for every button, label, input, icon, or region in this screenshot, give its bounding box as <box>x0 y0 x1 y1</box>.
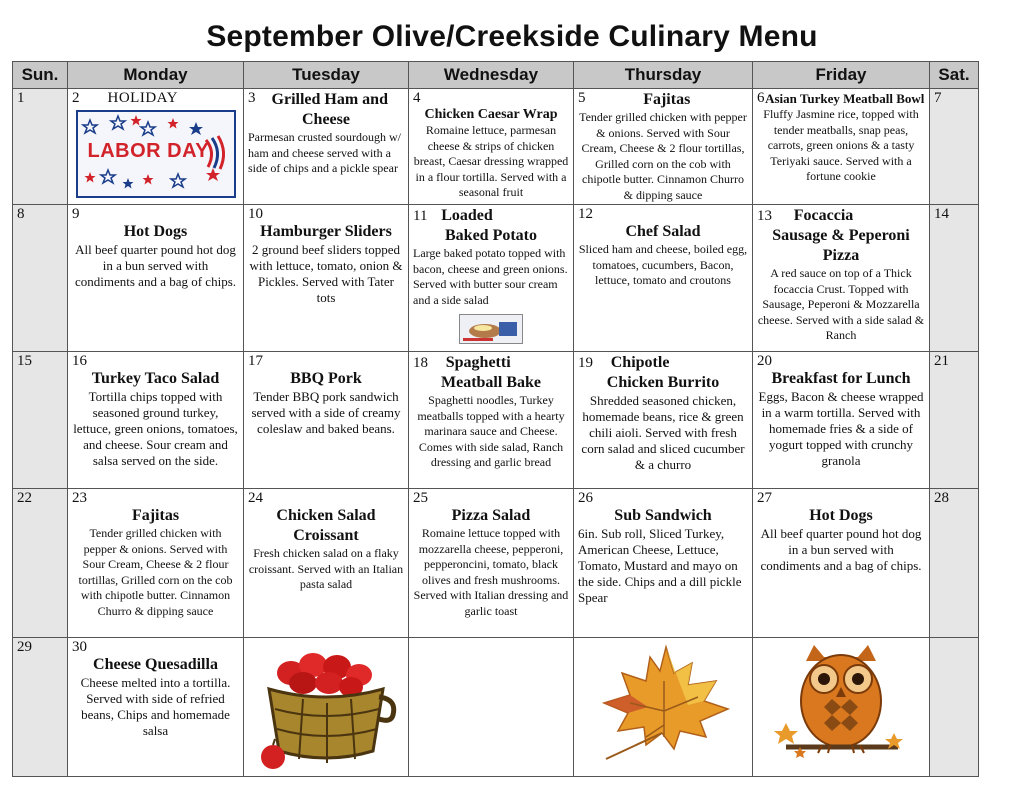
date-number: 13 Focaccia <box>757 207 854 224</box>
day-cell-sat <box>930 638 979 777</box>
menu-item-title: Fajitas <box>131 507 180 524</box>
menu-item-description: Parmesan crusted sourdough w/ ham and cheese served with a side of chips and a pickle spear <box>248 130 401 175</box>
holiday-label: HOLIDAY <box>107 90 178 106</box>
header-thursday: Thursday <box>574 62 753 89</box>
date-number: 8 <box>17 206 25 222</box>
day-cell-tue <box>244 489 409 638</box>
week-row <box>13 489 979 638</box>
day-cell-thu <box>574 205 753 352</box>
date-number: 9 <box>72 206 80 222</box>
menu-calendar <box>12 61 979 777</box>
day-cell-thu <box>574 89 753 205</box>
date-number: 23 <box>72 490 87 506</box>
date-number: 26 <box>578 490 593 506</box>
day-cell-tue <box>244 638 409 777</box>
menu-item-title: Baked Potato <box>445 227 537 244</box>
day-cell-fri <box>753 638 930 777</box>
menu-item-description: Cheese melted into a tortilla. Served with side of refried beans, Chips and homemade salsa <box>80 675 231 738</box>
date-number: 29 <box>17 639 32 655</box>
date-number: 11 Loaded <box>413 207 493 224</box>
date-number: 6 <box>757 90 765 106</box>
day-cell-mon <box>68 352 244 489</box>
menu-item-description: Spaghetti noodles, Turkey meatballs topped with a hearty marinara sauce and Cheese. Comes with side salad, Ranch dressing and garlic bread <box>417 393 565 469</box>
labor-day-text: LABOR DAY <box>87 140 210 162</box>
menu-item-title: Grilled Ham and Cheese <box>271 91 388 128</box>
header-friday: Friday <box>753 62 930 89</box>
date-number: 4 <box>413 90 421 106</box>
week-row <box>13 352 979 489</box>
date-number: 16 <box>72 353 87 369</box>
menu-item-description: Fluffy Jasmine rice, topped with tender meatballs, snap peas, carrots, green onions & a tasty Teriyaki sauce. Served with a fortune cookie <box>763 107 919 183</box>
menu-item-title: Sub Sandwich <box>614 507 712 524</box>
day-cell-wed <box>409 638 574 777</box>
menu-item-title: Sausage & Peperoni Pizza <box>772 227 910 264</box>
day-cell-sat <box>930 352 979 489</box>
date-number: 30 <box>72 639 87 655</box>
day-cell-sun <box>13 205 68 352</box>
date-number: 24 <box>248 490 263 506</box>
date-number: 25 <box>413 490 428 506</box>
header-sat: Sat. <box>930 62 979 89</box>
week-row <box>13 205 979 352</box>
date-number: 21 <box>934 353 949 369</box>
baked-potato-image <box>459 314 523 344</box>
menu-item-description: All beef quarter pound hot dog in a bun served with condiments and a bag of chips. <box>74 242 236 289</box>
day-cell-fri <box>753 89 930 205</box>
labor-day-image <box>76 110 236 198</box>
menu-item-title: Hot Dogs <box>809 507 873 524</box>
day-cell-wed <box>409 352 574 489</box>
menu-item-title: Chicken Salad Croissant <box>276 507 376 544</box>
menu-item-title-line1: Spaghetti <box>445 354 511 371</box>
day-cell-sun <box>13 489 68 638</box>
menu-item-description: Romaine lettuce, parmesan cheese & strips of chicken breast, Caesar dressing wrapped in a flour tortilla. Served with a seasonal fruit <box>413 123 569 199</box>
menu-item-title: Meatball Bake <box>441 374 541 391</box>
owl-icon <box>766 641 916 765</box>
date-number: 12 <box>578 206 593 222</box>
day-cell-sun <box>13 89 68 205</box>
menu-item-title: Chicken Caesar Wrap <box>424 107 558 122</box>
menu-item-title: BBQ Pork <box>290 370 362 387</box>
date-number: 14 <box>934 206 949 222</box>
page-title: September Olive/Creekside Culinary Menu <box>206 20 818 53</box>
menu-item-title: Hot Dogs <box>123 223 188 240</box>
day-cell-sat <box>930 89 979 205</box>
menu-item-title-line1: Chipotle <box>610 354 670 371</box>
week-row <box>13 89 979 205</box>
menu-item-title: Pizza Salad <box>451 507 531 524</box>
menu-item-description: Tender grilled chicken with pepper & onions. Served with Sour Cream, Cheese & 2 flour tortillas, Grilled corn on the cob with chipotle butter. Cinnamon Churro & dipping sauce <box>579 110 747 202</box>
menu-item-title: Fajitas <box>643 91 691 108</box>
day-cell-thu <box>574 352 753 489</box>
date-number: 2 HOLIDAY <box>72 90 178 106</box>
day-cell-mon <box>68 489 244 638</box>
day-cell-wed <box>409 489 574 638</box>
menu-item-description: 6in. Sub roll, Sliced Turkey, American Cheese, Lettuce, Tomato, Mustard and mayo on the side. Chips and a dill pickle Spear <box>578 526 742 605</box>
menu-item-title: Hamburger Sliders <box>260 223 392 240</box>
date-number: 1 <box>17 90 25 106</box>
date-number: 28 <box>934 490 949 506</box>
menu-item-description: A red sauce on top of a Thick focaccia Crust. Topped with Sausage, Peperoni & Mozzarella cheese. Served with a side salad & Ranch <box>757 266 925 342</box>
weekday-header-row <box>13 62 979 89</box>
apple-basket-icon <box>251 643 401 773</box>
day-cell-mon <box>68 89 244 205</box>
menu-item-description: Tender grilled chicken with pepper & onions. Served with Sour Cream, Cheese & 2 flour tortillas, Grilled corn on the cob with chipotle butter. Cinnamon Churro & dipping sauce <box>78 526 233 618</box>
menu-item-title-line1: Loaded <box>441 207 493 224</box>
menu-item-description: Tender BBQ pork sandwich served with a side of creamy coleslaw and baked beans. <box>251 389 401 436</box>
day-cell-tue <box>244 89 409 205</box>
day-cell-sat <box>930 205 979 352</box>
header-sun: Sun. <box>13 62 68 89</box>
day-cell-tue <box>244 205 409 352</box>
date-number: 27 <box>757 490 772 506</box>
date-number: 20 <box>757 353 772 369</box>
header-wednesday: Wednesday <box>409 62 574 89</box>
menu-item-description: Large baked potato topped with bacon, cheese and green onions. Served with butter sour cream and a side salad <box>413 246 568 307</box>
menu-item-title-line1: Focaccia <box>793 207 854 224</box>
day-cell-tue <box>244 352 409 489</box>
day-cell-wed <box>409 89 574 205</box>
day-cell-thu <box>574 489 753 638</box>
date-number: 7 <box>934 90 942 106</box>
menu-item-description: Shredded seasoned chicken, homemade beans, rice & green chili aioli. Served with fresh corn salad and sliced cucumber & a churro <box>581 393 745 472</box>
date-number: 3 <box>248 90 256 106</box>
header-tuesday: Tuesday <box>244 62 409 89</box>
menu-item-title: Chicken Burrito <box>606 374 720 391</box>
menu-item-title: Asian Turkey Meatball Bowl <box>765 91 925 106</box>
week-row <box>13 638 979 777</box>
menu-item-description: Eggs, Bacon & cheese wrapped in a warm tortilla. Served with homemade fries & a side of yogurt topped with crunchy granola <box>758 389 924 468</box>
date-number: 19 Chipotle <box>578 354 670 371</box>
date-number: 5 <box>578 90 586 106</box>
menu-item-description: Romaine lettuce topped with mozzarella cheese, pepperoni, pepperoncini, tomato, black olives and fresh mushrooms. Served with Italian dressing and garlic toast <box>413 526 569 618</box>
day-cell-fri <box>753 352 930 489</box>
date-number: 10 <box>248 206 263 222</box>
menu-item-description: Tortilla chips topped with seasoned ground turkey, lettuce, green onions, tomatoes, and cheese. Sour cream and salsa served on the side. <box>73 389 238 468</box>
day-cell-sun <box>13 638 68 777</box>
menu-item-description: Sliced ham and cheese, boiled egg, tomatoes, cucumbers, Bacon, lettuce, tomato and croutons <box>578 242 748 287</box>
date-number: 17 <box>248 353 263 369</box>
date-number: 15 <box>17 353 32 369</box>
menu-item-title: Cheese Quesadilla <box>93 656 218 673</box>
day-cell-thu <box>574 638 753 777</box>
header-monday: Monday <box>68 62 244 89</box>
date-number: 18 Spaghetti <box>413 354 511 371</box>
menu-item-title: Turkey Taco Salad <box>91 370 220 387</box>
menu-item-description: All beef quarter pound hot dog in a bun served with condiments and a bag of chips. <box>760 526 922 573</box>
day-cell-fri <box>753 205 930 352</box>
menu-item-title: Chef Salad <box>625 223 701 240</box>
menu-item-description: Fresh chicken salad on a flaky croissant. Served with an Italian pasta salad <box>248 546 404 591</box>
day-cell-mon <box>68 638 244 777</box>
day-cell-mon <box>68 205 244 352</box>
day-cell-fri <box>753 489 930 638</box>
day-cell-wed <box>409 205 574 352</box>
day-cell-sun <box>13 352 68 489</box>
maple-leaf-icon <box>588 641 738 761</box>
day-cell-sat <box>930 489 979 638</box>
menu-item-description: 2 ground beef sliders topped with lettuce, tomato, onion & Pickles. Served with Tater tots <box>249 242 403 305</box>
menu-item-title: Breakfast for Lunch <box>771 370 911 387</box>
date-number: 22 <box>17 490 32 506</box>
